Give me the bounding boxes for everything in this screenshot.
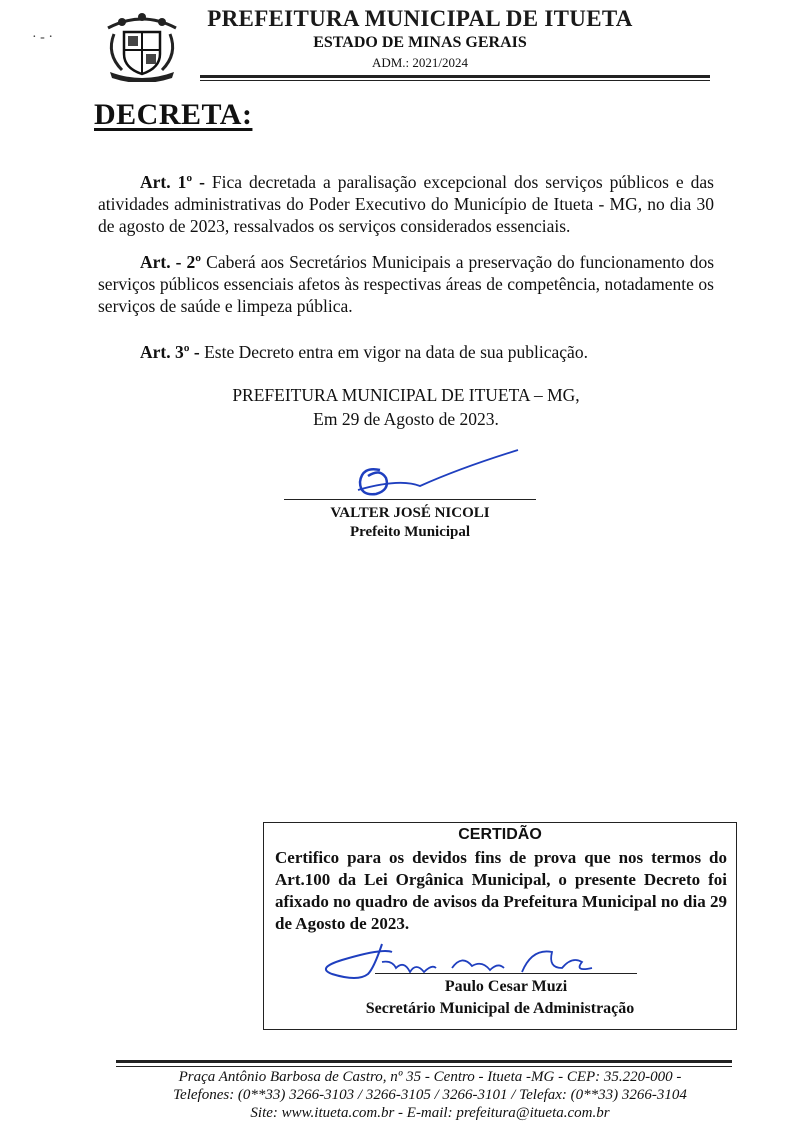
header-divider-thin bbox=[200, 80, 710, 81]
article-3-label: Art. 3º - bbox=[140, 342, 200, 362]
footer-divider bbox=[116, 1060, 732, 1063]
signature-line bbox=[284, 499, 536, 500]
article-3-text: Este Decreto entra em vigor na data de sua publicação. bbox=[204, 342, 588, 362]
article-2-label: Art. - 2º bbox=[140, 252, 202, 272]
municipality-title: PREFEITURA MUNICIPAL DE ITUETA bbox=[207, 6, 633, 31]
signer-role: Prefeito Municipal bbox=[349, 524, 471, 540]
certidao-signature-line bbox=[375, 973, 637, 974]
article-3 bbox=[98, 341, 714, 363]
article-2 bbox=[98, 251, 714, 317]
certidao-text: Certifico para os devidos fins de prova que nos termos do Art.100 da Lei Orgânica Municipal, o presente Decreto foi afixado no quadro de avisos da Prefeitura Municipal no dia 29 de Agosto de 2023. bbox=[275, 848, 727, 933]
article-1 bbox=[98, 171, 714, 237]
closing-date: Em 29 de Agosto de 2023. bbox=[313, 409, 499, 429]
article-1-text: Fica decretada a paralisação excepcional dos serviços públicos e das atividades administrativas do Poder Executivo do Município de Itueta - MG, no dia 30 de agosto de 2023, ressalvados os serviços considerados essenciais. bbox=[98, 172, 714, 236]
scan-artifact: · - · bbox=[32, 30, 53, 45]
footer-address: Praça Antônio Barbosa de Castro, nº 35 - Centro - Itueta -MG - CEP: 35.220-000 - bbox=[178, 1069, 682, 1085]
article-1-label: Art. 1º - bbox=[140, 172, 205, 192]
footer-web: Site: www.itueta.com.br - E-mail: prefeitura@itueta.com.br bbox=[250, 1105, 610, 1121]
header-divider bbox=[200, 75, 710, 78]
decree-heading: DECRETA: bbox=[94, 98, 253, 131]
certidao-title: CERTIDÃO bbox=[458, 826, 542, 843]
footer-divider-thin bbox=[116, 1066, 732, 1067]
footer-phones: Telefones: (0**33) 3266-3103 / 3266-3105 / 3266-3101 / Telefax: (0**33) 3266-3104 bbox=[173, 1087, 687, 1103]
article-2-text: Caberá aos Secretários Municipais a preservação do funcionamento dos serviços públicos essenciais afetos às respectivas áreas de competência, notadamente os serviços de saúde e limpeza pública. bbox=[98, 252, 715, 316]
certidao-signer-role: Secretário Municipal de Administração bbox=[365, 1000, 635, 1017]
signer-name: VALTER JOSÉ NICOLI bbox=[330, 505, 490, 521]
administration-term: ADM.: 2021/2024 bbox=[371, 55, 469, 70]
certidao-signer-name: Paulo Cesar Muzi bbox=[444, 978, 568, 995]
closing-city: PREFEITURA MUNICIPAL DE ITUETA – MG, bbox=[232, 385, 580, 405]
state-name: ESTADO DE MINAS GERAIS bbox=[313, 34, 527, 51]
coat-of-arms-icon bbox=[100, 8, 184, 82]
